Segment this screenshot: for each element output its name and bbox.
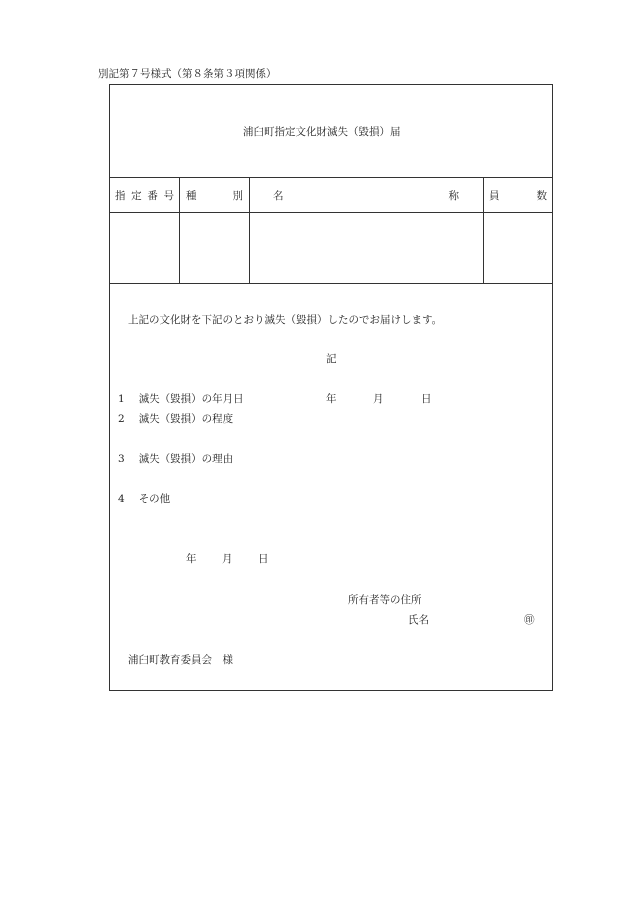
item-label: 滅失（毀損）の程度 <box>138 413 234 425</box>
ki-heading: 記 <box>326 353 337 365</box>
header-char: 称 <box>448 190 459 202</box>
owner-address-label: 所有者等の住所 <box>348 594 422 606</box>
column-header-type <box>186 188 243 204</box>
header-char: 員 <box>489 190 500 202</box>
form-header-note: 別記第７号様式（第８条第３項関係） <box>98 68 277 80</box>
item-1-date-month: 月 <box>373 393 384 405</box>
item-1-date-day: 日 <box>421 393 432 405</box>
submission-date-day: 日 <box>258 553 269 565</box>
column-header-quantity <box>489 188 547 204</box>
item-label: 滅失（毀損）の理由 <box>138 453 234 465</box>
addressee: 浦臼町教育委員会 様 <box>128 654 233 666</box>
header-char: 号 <box>163 190 174 202</box>
item-number: 1 <box>118 393 125 405</box>
seal-mark: ㊞ <box>524 614 535 626</box>
item-label: その他 <box>138 493 171 505</box>
table-bottom-line <box>109 283 553 284</box>
column-header-designation-number <box>115 188 174 204</box>
table-header-bottom-line <box>109 212 553 213</box>
item-3 <box>118 451 233 466</box>
item-1 <box>118 391 244 406</box>
item-number: 3 <box>118 453 125 465</box>
table-top-line <box>109 177 553 178</box>
item-1-date-year: 年 <box>326 393 337 405</box>
item-2 <box>118 411 233 426</box>
header-char: 番 <box>147 190 158 202</box>
header-char: 別 <box>232 190 243 202</box>
item-label: 滅失（毀損）の年月日 <box>138 393 244 405</box>
submission-date-month: 月 <box>222 553 233 565</box>
owner-name-label: 氏名 <box>408 614 429 626</box>
item-4 <box>118 491 170 506</box>
header-char: 名 <box>273 190 284 202</box>
form-title: 浦臼町指定文化財滅失（毀損）届 <box>243 126 401 138</box>
header-char: 定 <box>131 190 142 202</box>
table-divider-2 <box>249 177 250 283</box>
table-divider-1 <box>179 177 180 283</box>
column-header-name <box>273 188 459 204</box>
item-number: 4 <box>118 493 125 505</box>
header-char: 種 <box>186 190 197 202</box>
statement-text: 上記の文化財を下記のとおり滅失（毀損）したのでお届けします。 <box>128 314 443 326</box>
header-char: 指 <box>115 190 126 202</box>
form-frame <box>109 84 553 691</box>
table-divider-3 <box>483 177 484 283</box>
submission-date-year: 年 <box>186 553 197 565</box>
item-number: 2 <box>118 413 125 425</box>
header-char: 数 <box>536 190 547 202</box>
